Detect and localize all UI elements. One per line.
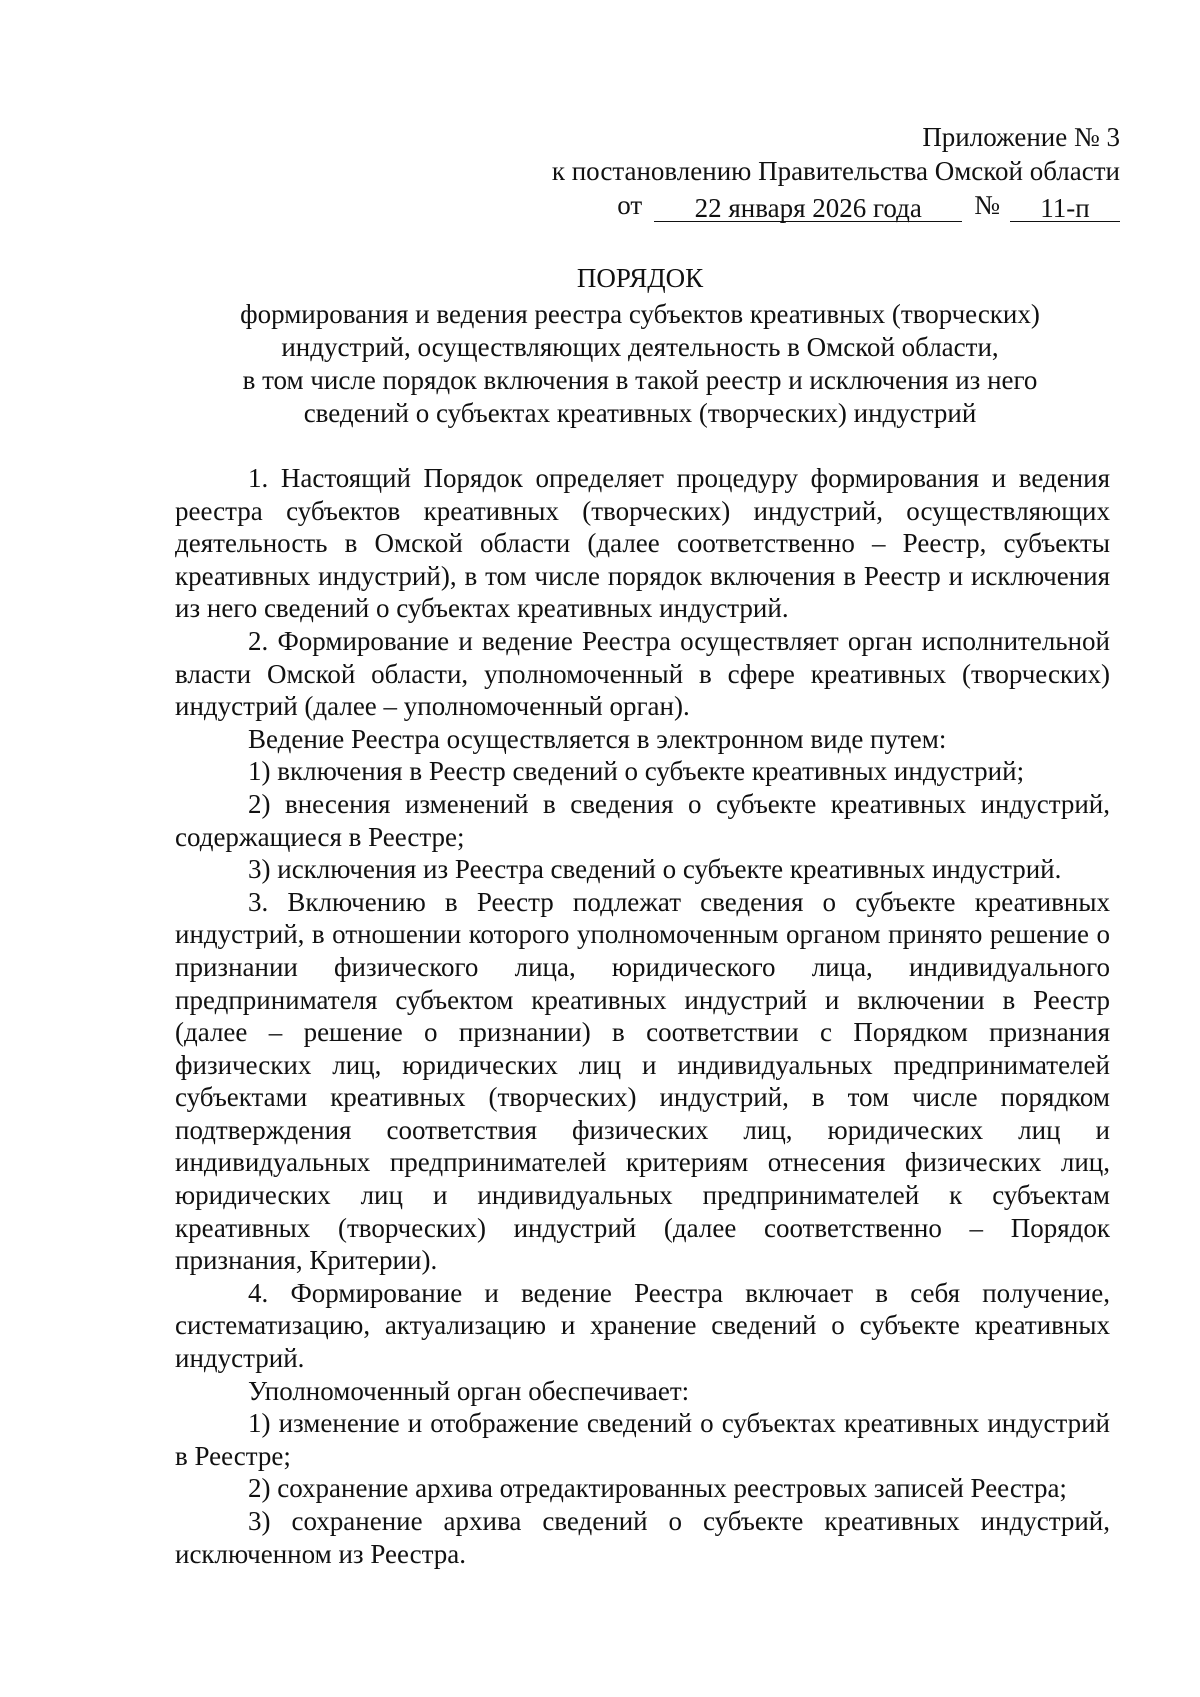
- paragraph: 3) сохранение архива сведений о субъекте креативных индустрий, исключенном из Реестра.: [175, 1506, 1110, 1569]
- date-prefix: от: [617, 190, 643, 220]
- decree-date: 22 января 2026 года: [654, 195, 962, 222]
- paragraph: 3. Включению в Реестр подлежат сведения о субъекте креативных индустрий, в отношении которого уполномоченным органом принято решение о признании физического лица, юридического лица, индивидуального предпринимателя субъектом креативных индустрий и включении в Реестр (далее – решение о признании) в соответствии с Порядком признания физических лиц, юридических лиц и индивидуальных предпринимателей субъектами креативных (творческих) индустрий, в том числе порядком подтверждения соответствия физических лиц, юридических лиц и индивидуальных предпринимателей критериям отнесения физических лиц, юридических лиц и индивидуальных предпринимателей к субъектам креативных (творческих) индустрий (далее соответственно – Порядок признания, Критерии).: [175, 886, 1110, 1276]
- document-title: [170, 262, 1110, 430]
- paragraph: 1) включения в Реестр сведений о субъекте креативных индустрий;: [248, 756, 1025, 787]
- paragraph: 1. Настоящий Порядок определяет процедуру формирования и ведения реестра субъектов креативных (творческих) индустрий, осуществляющих деятельность в Омской области (далее соответственно – Реестр, субъекты креативных индустрий), в том числе порядок включения в Реестр и исключения из него сведений о субъектах креативных индустрий.: [175, 463, 1110, 624]
- paragraph: Ведение Реестра осуществляется в электронном виде путем:: [248, 723, 947, 754]
- paragraph: 3) исключения из Реестра сведений о субъекте креативных индустрий.: [248, 854, 1062, 885]
- paragraph: 1) изменение и отображение сведений о субъектах креативных индустрий в Реестре;: [175, 1408, 1110, 1471]
- title-line: сведений о субъектах креативных (творческих) индустрий: [303, 398, 977, 428]
- paragraph: 2) внесения изменений в сведения о субъекте креативных индустрий, содержащиеся в Реестре;: [175, 788, 1110, 852]
- decree-date-line: [552, 188, 1120, 222]
- decree-number: 11-п: [1010, 195, 1120, 222]
- paragraph: 4. Формирование и ведение Реестра включает в себя получение, систематизацию, актуализацию и хранение сведений о субъекте креативных индустрий.: [175, 1277, 1110, 1374]
- decree-reference: к постановлению Правительства Омской области: [551, 156, 1120, 186]
- number-sign: №: [974, 190, 1000, 220]
- appendix-header: [552, 120, 1120, 222]
- title-line: формирования и ведения реестра субъектов креативных (творческих): [240, 299, 1040, 329]
- paragraph: Уполномоченный орган обеспечивает:: [248, 1375, 690, 1406]
- title-line: в том числе порядок включения в такой реестр и исключения из него: [242, 365, 1038, 395]
- title-heading: ПОРЯДОК: [576, 263, 704, 293]
- document-body: [175, 462, 1110, 1570]
- appendix-title: Приложение № 3: [922, 122, 1120, 152]
- paragraph: 2) сохранение архива отредактированных реестровых записей Реестра;: [248, 1473, 1067, 1504]
- paragraph: 2. Формирование и ведение Реестра осуществляет орган исполнительной власти Омской области, уполномоченный в сфере креативных (творческих) индустрий (далее – уполномоченный орган).: [175, 625, 1110, 722]
- title-line: индустрий, осуществляющих деятельность в Омской области,: [281, 332, 999, 362]
